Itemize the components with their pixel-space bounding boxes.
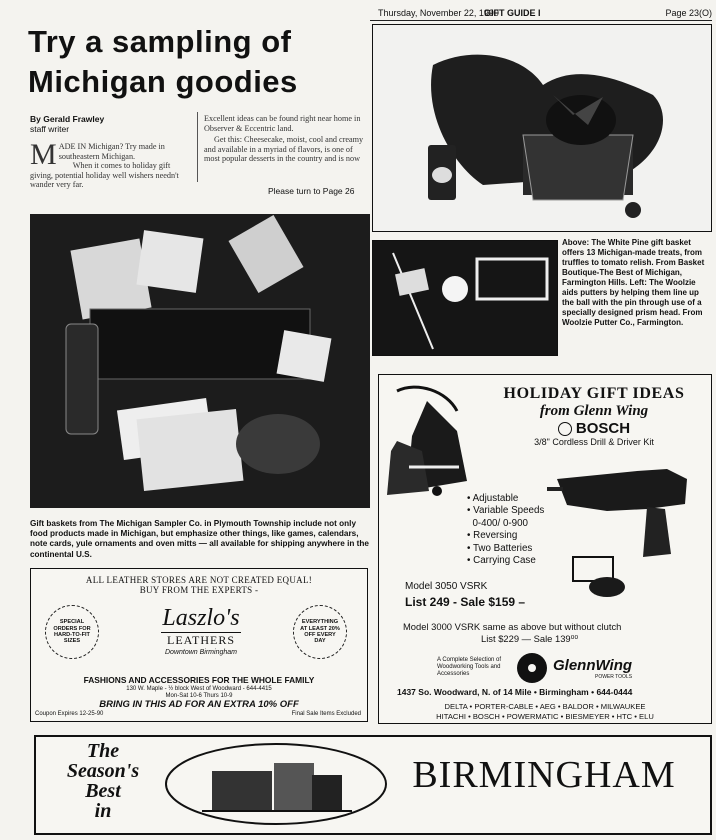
ad-headline: ALL LEATHER STORES ARE NOT CREATED EQUAL! bbox=[85, 575, 313, 585]
coupon-offer: BRING IN THIS AD FOR AN EXTRA 10% OFF bbox=[99, 699, 299, 710]
model-1: Model 3050 VSRK bbox=[405, 581, 488, 592]
headline-line-1: Try a sampling of bbox=[28, 24, 292, 59]
sampler-basket-image bbox=[30, 214, 370, 508]
header-rule bbox=[370, 20, 712, 21]
header-date: Thursday, November 22, 1990 bbox=[378, 8, 499, 18]
product-name: 3/8" Cordless Drill & Driver Kit bbox=[534, 437, 654, 447]
brand-list-1: DELTA • PORTER-CABLE • AEG • BALDOR • MILWAUKEE bbox=[444, 702, 646, 711]
drill-illustration bbox=[547, 449, 699, 559]
feature-list bbox=[467, 493, 544, 567]
birmingham-banner bbox=[34, 735, 712, 835]
store-hours: Mon-Sat 10-6 Thurs 10-9 bbox=[165, 693, 233, 699]
feature-item: • Adjustable bbox=[467, 493, 519, 504]
carrying-case-illustration bbox=[567, 551, 637, 601]
putter-photo bbox=[372, 240, 558, 356]
article-paragraph: Excellent ideas can be found right near home in Observer & Eccentric land. bbox=[204, 114, 361, 133]
slogan-line: The bbox=[86, 740, 120, 762]
feature-item: • Two Batteries bbox=[467, 542, 533, 554]
gift-basket-photo bbox=[372, 24, 712, 232]
slogan-line: Best bbox=[85, 780, 121, 802]
article-column-2 bbox=[204, 114, 364, 164]
ad-subtitle: from Glenn Wing bbox=[539, 403, 649, 419]
headline bbox=[28, 22, 368, 102]
brand-label: BOSCH bbox=[575, 420, 631, 437]
glenn-wing-logo bbox=[515, 651, 632, 685]
logo-subtitle: LEATHERS bbox=[161, 632, 241, 648]
logo-name: Laszlo's bbox=[162, 605, 240, 631]
slogan-line: Season's bbox=[66, 760, 140, 782]
brand-name bbox=[479, 420, 709, 437]
storefront-illustration bbox=[162, 741, 390, 827]
article-paragraph: ADE IN Michigan? Try made in southeastern Michigan. bbox=[58, 142, 165, 161]
feature-item: • Variable Speeds bbox=[467, 505, 545, 517]
model-2: Model 3000 VSRK same as above but without clutch bbox=[403, 621, 622, 632]
logo-name: GlennWing bbox=[553, 656, 633, 674]
headline-line-2: Michigan goodies bbox=[28, 64, 298, 99]
sampler-basket-photo bbox=[30, 214, 370, 508]
store-address: 130 W. Maple - ½ block West of Woodward - 644-4415 bbox=[126, 686, 272, 692]
store-tagline: A Complete Selection of Woodworking Tools and Accessories bbox=[437, 657, 502, 677]
header-page-number: Page 23(O) bbox=[665, 8, 712, 18]
saw-blade-icon bbox=[515, 651, 549, 685]
putter-image bbox=[373, 241, 557, 355]
price-1: List 249 - Sale $159 – bbox=[405, 595, 526, 609]
photo-caption-left: Gift baskets from The Michigan Sampler Co. in Plymouth Township include not only food products made in Michigan, but emphasize other things, like games, calendars, note cards, yule ornaments and oven mitts — all available for shipping anywhere in the continental U.S. bbox=[30, 519, 369, 559]
gift-basket-image bbox=[373, 25, 711, 231]
slogan-line: in bbox=[94, 800, 112, 822]
logo-subtitle: POWER TOOLS bbox=[594, 673, 633, 680]
feature-item: 0-400/ 0-900 bbox=[472, 517, 529, 529]
turn-to-page: Please turn to Page 26 bbox=[268, 186, 355, 196]
banner-city: BIRMINGHAM bbox=[412, 754, 676, 796]
article-paragraph: Get this: Cheesecake, moist, cool and creamy and available in a myriad of flavors, is one of most popular desserts in the country and is now bbox=[204, 135, 364, 164]
store-address: 1437 So. Woodward, N. of 14 Mile • Birmingham • 644-0444 bbox=[397, 687, 633, 697]
ad-tagline: FASHIONS AND ACCESSORIES FOR THE WHOLE FAMILY bbox=[83, 675, 315, 685]
sale-exclusion: Final Sale Items Excluded bbox=[291, 711, 361, 717]
discount-seal: EVERYTHING AT LEAST 20% OFF EVERY DAY bbox=[293, 605, 347, 659]
ad-title: HOLIDAY GIFT IDEAS bbox=[503, 385, 685, 402]
ad-subheadline: BUY FROM THE EXPERTS - bbox=[139, 585, 259, 595]
article-column-1 bbox=[30, 138, 190, 190]
laszlos-logo bbox=[131, 605, 271, 656]
byline-role: staff writer bbox=[30, 124, 70, 134]
feature-item: • Carrying Case bbox=[467, 555, 536, 567]
feature-item: • Reversing bbox=[467, 530, 518, 542]
leather-store-ad bbox=[30, 568, 368, 722]
header-section: GIFT GUIDE I bbox=[484, 8, 541, 18]
location: Downtown Birmingham bbox=[165, 649, 237, 656]
byline-author: By Gerald Frawley bbox=[30, 114, 105, 124]
special-orders-seal: SPECIAL ORDERS FOR HARD-TO-FIT SIZES bbox=[45, 605, 99, 659]
glenn-wing-ad bbox=[378, 374, 712, 724]
coupon-expiry: Coupon Expires 12-25-90 bbox=[35, 711, 104, 717]
season-slogan bbox=[44, 741, 162, 821]
holiday-bells-illustration bbox=[387, 381, 479, 503]
price-2: List $229 — Sale 139⁰⁰ bbox=[481, 633, 579, 644]
article-paragraph: When it comes to holiday gift giving, potential holiday well wishers needn't wander very far. bbox=[30, 161, 179, 190]
brand-list-2: HITACHI • BOSCH • POWERMATIC • BIESMEYER • HTC • ELU bbox=[436, 712, 654, 721]
byline bbox=[30, 114, 104, 134]
drop-cap: M bbox=[30, 138, 57, 171]
column-divider bbox=[197, 112, 198, 182]
bosch-logo-icon bbox=[558, 422, 572, 436]
photo-caption-right: Above: The White Pine gift basket offers 13 Michigan-made treats, from truffles to tomato relish. From Basket Boutique-The Best of Michigan, Farmington Hills. Left: The Woolzie aids putters by helping them line up the ball with the pin through use of a specially designed prism head. From Woolzie Putter Co., Farmington. bbox=[562, 238, 705, 327]
